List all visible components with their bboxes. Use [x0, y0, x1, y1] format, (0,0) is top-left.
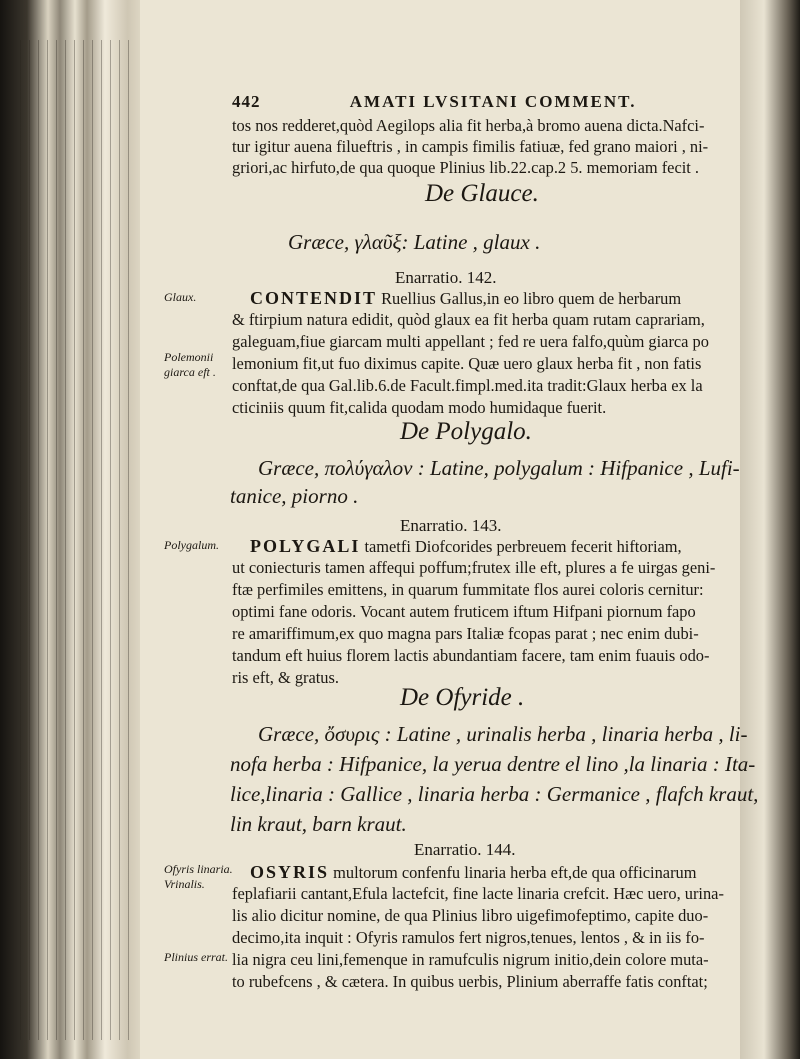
text-line: re amariffimum,ex quo magna pars Italiæ fcopas parat ; nec enim dubi-: [232, 624, 699, 643]
text-line: tur igitur auena filueftris , in campis fimilis fatiuæ, fed grano maiori , ni-: [232, 137, 709, 156]
text-line: griori,ac hirfuto,de qua quoque Plinius lib.22.cap.2 5. memoriam fecit .: [232, 158, 700, 177]
text-line: lia nigra ceu lini,femenque in ramufculis nigrum initio,dein colore muta-: [232, 950, 709, 969]
margin-note: Ofyris linaria. Vrinalis.: [164, 862, 233, 891]
page-header: [232, 92, 752, 112]
greek-latin-names: tanice, piorno .: [230, 484, 359, 508]
greek-latin-names: Græce, ὄσυρις : Latine , urinalis herba , linaria herba , li-: [258, 722, 748, 746]
text-line: ftæ perfimiles emittens, in quarum fummitate flos aurei coloris cernitur:: [232, 580, 704, 599]
margin-note: Plinius errat.: [164, 950, 229, 964]
greek-latin-names: nofa herba : Hifpanice, la yerua dentre el lino ,la linaria : Ita-: [230, 752, 756, 776]
text-line: OSYRIS multorum confenfu linaria herba eft,de qua officinarum: [250, 862, 697, 882]
text-line: tandum eft huius florem lactis abundantiam facere, tam enim fuauis odo-: [232, 646, 710, 665]
text-line: ut coniecturis tamen affequi poffum;frutex ille eft, plures a fe uirgas geni-: [232, 558, 716, 577]
enarratio-label: Enarratio. 144.: [414, 840, 516, 859]
section-title-polygalo: De Polygalo.: [400, 418, 532, 445]
enarratio-label: Enarratio. 142.: [395, 268, 497, 287]
text-line: tos nos redderet,quòd Aegilops alia fit herba,à bromo auena dicta.Nafci-: [232, 116, 705, 135]
text-line: cticiniis quum fit,calida quodam modo humidaque fuerit.: [232, 398, 607, 417]
text-line: feplafiarii cantant,Efula lactefcit, fine lacte linaria crefcit. Hæc uero, urina-: [232, 884, 724, 903]
section-title-glauce: De Glauce.: [425, 180, 539, 207]
enarratio-label: Enarratio. 143.: [400, 516, 502, 535]
text-line: POLYGALI tametfi Diofcorides perbreuem fecerit hiftoriam,: [250, 536, 682, 556]
lead-word: OSYRIS: [250, 862, 330, 882]
greek-latin-names: lice,linaria : Gallice , linaria herba : Germanice , flafch kraut,: [230, 782, 759, 806]
lead-word: CONTENDIT: [250, 288, 378, 308]
lead-word: POLYGALI: [250, 536, 361, 556]
margin-note: Polygalum.: [164, 538, 219, 552]
page-number: 442: [232, 92, 261, 111]
margin-note: Polemonii giarca eft .: [164, 350, 216, 379]
text-line: optimi fane odoris. Vocant autem fruticem iftum Hifpani piornum fapo: [232, 602, 696, 621]
text-line: decimo,ita inquit : Ofyris ramulos fert nigros,tenues, lentos , & in iis fo-: [232, 928, 705, 947]
running-title: AMATI LVSITANI COMMENT.: [349, 92, 637, 111]
text-line: ris eft, & gratus.: [232, 668, 339, 687]
text-line: to rubefcens , & cætera. In quibus uerbis, Plinium aberraffe fatis conftat;: [232, 972, 708, 991]
text-line: & ftirpium natura edidit, quòd glaux ea fit herba quam rutam caprariam,: [232, 310, 705, 329]
greek-latin-names: Græce, γλαῦξ: Latine , glaux .: [288, 230, 541, 254]
text-line: galeguam,fiue giarcam multi appellant ; fed re uera falfo,quùm giarca po: [232, 332, 709, 351]
binding-lines: [20, 40, 130, 1040]
book-binding: [0, 0, 150, 1059]
margin-note: Glaux.: [164, 290, 197, 304]
text-line: CONTENDIT Ruellius Gallus,in eo libro quem de herbarum: [250, 288, 682, 308]
text-line: conftat,de qua Gal.lib.6.de Facult.fimpl.med.ita tradit:Glaux herba ex la: [232, 376, 703, 395]
greek-latin-names: Græce, πολύγαλον : Latine, polygalum : Hifpanice , Lufi-: [258, 456, 740, 480]
text-line: lemonium fit,ut fuo diximus capite. Quæ uero glaux herba fit , non fatis: [232, 354, 702, 373]
section-title-osyride: De Ofyride .: [400, 684, 525, 711]
greek-latin-names: lin kraut, barn kraut.: [230, 812, 407, 836]
text-line: lis alio dicitur nomine, de qua Plinius libro uigefimofeptimo, capite duo-: [232, 906, 709, 925]
